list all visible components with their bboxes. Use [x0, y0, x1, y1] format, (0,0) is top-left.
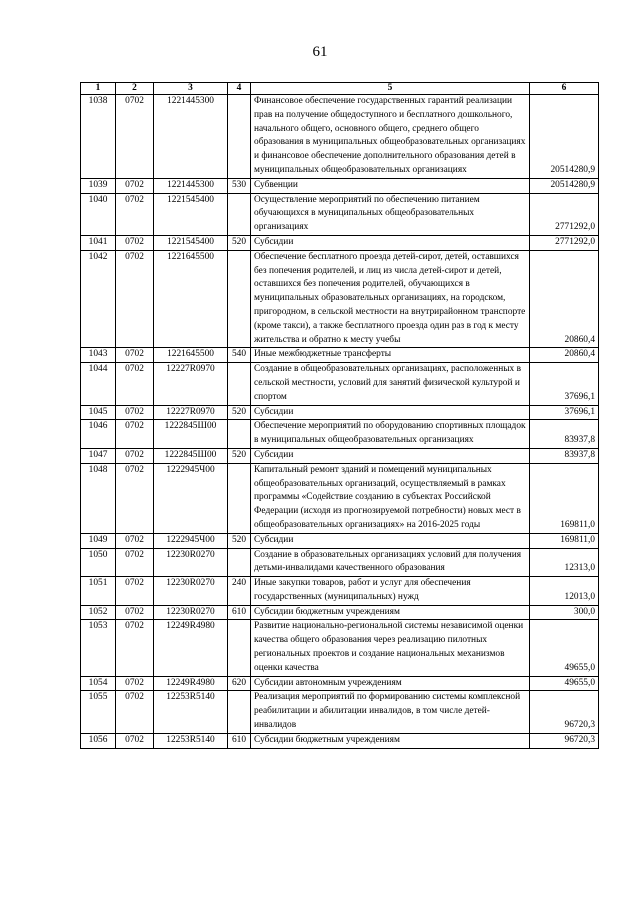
section-code: 0702 — [116, 533, 154, 548]
section-code: 0702 — [116, 420, 154, 449]
table-row — [81, 463, 599, 533]
item-name: Создание в общеобразовательных организациях, расположенных в сельской местности, условий для занятий физической культурой и спортом — [251, 363, 530, 405]
table-row — [81, 405, 599, 420]
expense-kind-code — [228, 95, 251, 179]
page-number: 61 — [312, 44, 328, 60]
item-name: Развитие национально-региональной системы независимой оценки качества общего образования через реализацию пилотных региональных проектов и создание национальных механизмов оценки качества — [251, 620, 530, 676]
table-row — [81, 348, 599, 363]
column-header-4: 4 — [228, 83, 251, 95]
expense-kind-code — [228, 691, 251, 733]
item-name: Иные закупки товаров, работ и услуг для обеспечения государственных (муниципальных) нужд — [251, 577, 530, 606]
row-number: 1045 — [81, 405, 116, 420]
item-name: Субсидии автономным учреждениям — [251, 676, 530, 691]
table-row — [81, 193, 599, 235]
table-row — [81, 448, 599, 463]
section-code: 0702 — [116, 250, 154, 348]
row-number: 1050 — [81, 548, 116, 577]
expense-kind-code: 620 — [228, 676, 251, 691]
row-number: 1055 — [81, 691, 116, 733]
table-row — [81, 605, 599, 620]
amount: 12313,0 — [530, 548, 599, 577]
row-number: 1052 — [81, 605, 116, 620]
target-article-code: 12230R0270 — [154, 577, 228, 606]
expense-kind-code: 520 — [228, 235, 251, 250]
target-article-code: 12253R5140 — [154, 691, 228, 733]
target-article-code: 1222845Ш00 — [154, 420, 228, 449]
target-article-code: 12230R0270 — [154, 548, 228, 577]
column-header-1: 1 — [81, 83, 116, 95]
amount: 83937,8 — [530, 420, 599, 449]
item-name: Финансовое обеспечение государственных гарантий реализации прав на получение общедоступного и бесплатного дошкольного, начального общего, основного общего, среднего общего образования в муниципальных общеобразовательных организациях и финансовое обеспечение дополнительного образования детей в муниципальных общеобразовательных организациях — [251, 95, 530, 179]
item-name: Субсидии — [251, 405, 530, 420]
expense-kind-code: 610 — [228, 605, 251, 620]
amount: 169811,0 — [530, 533, 599, 548]
row-number: 1054 — [81, 676, 116, 691]
target-article-code: 1221445300 — [154, 178, 228, 193]
section-code: 0702 — [116, 733, 154, 748]
amount: 169811,0 — [530, 463, 599, 533]
section-code: 0702 — [116, 676, 154, 691]
section-code: 0702 — [116, 620, 154, 676]
target-article-code: 12253R5140 — [154, 733, 228, 748]
section-code: 0702 — [116, 178, 154, 193]
target-article-code: 1221545400 — [154, 193, 228, 235]
table-row — [81, 733, 599, 748]
target-article-code: 1222945Ч00 — [154, 533, 228, 548]
amount: 96720,3 — [530, 691, 599, 733]
row-number: 1048 — [81, 463, 116, 533]
expense-kind-code: 520 — [228, 448, 251, 463]
table-row — [81, 548, 599, 577]
table-row — [81, 363, 599, 405]
column-header-2: 2 — [116, 83, 154, 95]
table-header-row — [81, 83, 599, 95]
amount: 49655,0 — [530, 620, 599, 676]
row-number: 1039 — [81, 178, 116, 193]
target-article-code: 12227R0970 — [154, 363, 228, 405]
amount: 2771292,0 — [530, 193, 599, 235]
expense-kind-code: 540 — [228, 348, 251, 363]
budget-table — [80, 82, 599, 749]
section-code: 0702 — [116, 577, 154, 606]
column-header-6: 6 — [530, 83, 599, 95]
target-article-code: 1221645500 — [154, 250, 228, 348]
item-name: Субвенции — [251, 178, 530, 193]
row-number: 1040 — [81, 193, 116, 235]
item-name: Обеспечение бесплатного проезда детей-сирот, детей, оставшихся без попечения родителей, и лиц из числа детей-сирот и детей, оставшихся без попечения родителей, обучающихся в муниципальных образовательных организациях, на городском, пригородном, в сельской местности на внутрирайонном транспорте (кроме такси), а также бесплатного проезда один раз в год к месту жительства и обратно к месту учебы — [251, 250, 530, 348]
table-row — [81, 676, 599, 691]
table-row — [81, 620, 599, 676]
row-number: 1051 — [81, 577, 116, 606]
row-number: 1041 — [81, 235, 116, 250]
target-article-code: 1221545400 — [154, 235, 228, 250]
target-article-code: 1221445300 — [154, 95, 228, 179]
amount: 20860,4 — [530, 250, 599, 348]
amount: 300,0 — [530, 605, 599, 620]
item-name: Субсидии — [251, 448, 530, 463]
section-code: 0702 — [116, 405, 154, 420]
column-header-3: 3 — [154, 83, 228, 95]
target-article-code: 1222945Ч00 — [154, 463, 228, 533]
table-row — [81, 533, 599, 548]
expense-kind-code: 520 — [228, 533, 251, 548]
section-code: 0702 — [116, 193, 154, 235]
amount: 20514280,9 — [530, 178, 599, 193]
target-article-code: 12230R0270 — [154, 605, 228, 620]
expense-kind-code — [228, 620, 251, 676]
expense-kind-code: 240 — [228, 577, 251, 606]
expense-kind-code: 610 — [228, 733, 251, 748]
item-name: Субсидии — [251, 533, 530, 548]
table-row — [81, 235, 599, 250]
row-number: 1047 — [81, 448, 116, 463]
row-number: 1056 — [81, 733, 116, 748]
item-name: Субсидии бюджетным учреждениям — [251, 605, 530, 620]
section-code: 0702 — [116, 691, 154, 733]
table-row — [81, 577, 599, 606]
expense-kind-code: 530 — [228, 178, 251, 193]
amount: 20514280,9 — [530, 95, 599, 179]
amount: 37696,1 — [530, 405, 599, 420]
target-article-code: 1221645500 — [154, 348, 228, 363]
table-row — [81, 420, 599, 449]
target-article-code: 12249R4980 — [154, 620, 228, 676]
amount: 2771292,0 — [530, 235, 599, 250]
expense-kind-code — [228, 420, 251, 449]
table-row — [81, 178, 599, 193]
item-name: Осуществление мероприятий по обеспечению питанием обучающихся в муниципальных общеобразовательных организациях — [251, 193, 530, 235]
section-code: 0702 — [116, 448, 154, 463]
item-name: Субсидии бюджетным учреждениям — [251, 733, 530, 748]
section-code: 0702 — [116, 363, 154, 405]
section-code: 0702 — [116, 463, 154, 533]
amount: 37696,1 — [530, 363, 599, 405]
expense-kind-code — [228, 250, 251, 348]
row-number: 1046 — [81, 420, 116, 449]
expense-kind-code — [228, 363, 251, 405]
row-number: 1042 — [81, 250, 116, 348]
table-row — [81, 691, 599, 733]
expense-kind-code — [228, 463, 251, 533]
row-number: 1049 — [81, 533, 116, 548]
item-name: Реализация мероприятий по формированию системы комплексной реабилитации и абилитации инвалидов, в том числе детей-инвалидов — [251, 691, 530, 733]
section-code: 0702 — [116, 548, 154, 577]
row-number: 1043 — [81, 348, 116, 363]
target-article-code: 12249R4980 — [154, 676, 228, 691]
row-number: 1053 — [81, 620, 116, 676]
amount: 83937,8 — [530, 448, 599, 463]
column-header-5: 5 — [251, 83, 530, 95]
amount: 12013,0 — [530, 577, 599, 606]
item-name: Иные межбюджетные трансферты — [251, 348, 530, 363]
target-article-code: 12227R0970 — [154, 405, 228, 420]
table-row — [81, 250, 599, 348]
section-code: 0702 — [116, 95, 154, 179]
row-number: 1044 — [81, 363, 116, 405]
item-name: Капитальный ремонт зданий и помещений муниципальных общеобразовательных организаций, осуществляемый в рамках программы «Содействие созданию в субъектах Российской Федерации (исходя из прогнозируемой потребности) новых мест в общеобразовательных организациях» на 2016-2025 годы — [251, 463, 530, 533]
section-code: 0702 — [116, 348, 154, 363]
item-name: Обеспечение мероприятий по оборудованию спортивных площадок в муниципальных общеобразовательных организациях — [251, 420, 530, 449]
target-article-code: 1222845Ш00 — [154, 448, 228, 463]
amount: 20860,4 — [530, 348, 599, 363]
item-name: Создание в образовательных организациях условий для получения детьми-инвалидами качественного образования — [251, 548, 530, 577]
amount: 96720,3 — [530, 733, 599, 748]
expense-kind-code — [228, 548, 251, 577]
expense-kind-code: 520 — [228, 405, 251, 420]
section-code: 0702 — [116, 605, 154, 620]
amount: 49655,0 — [530, 676, 599, 691]
row-number: 1038 — [81, 95, 116, 179]
table-row — [81, 95, 599, 179]
expense-kind-code — [228, 193, 251, 235]
item-name: Субсидии — [251, 235, 530, 250]
section-code: 0702 — [116, 235, 154, 250]
